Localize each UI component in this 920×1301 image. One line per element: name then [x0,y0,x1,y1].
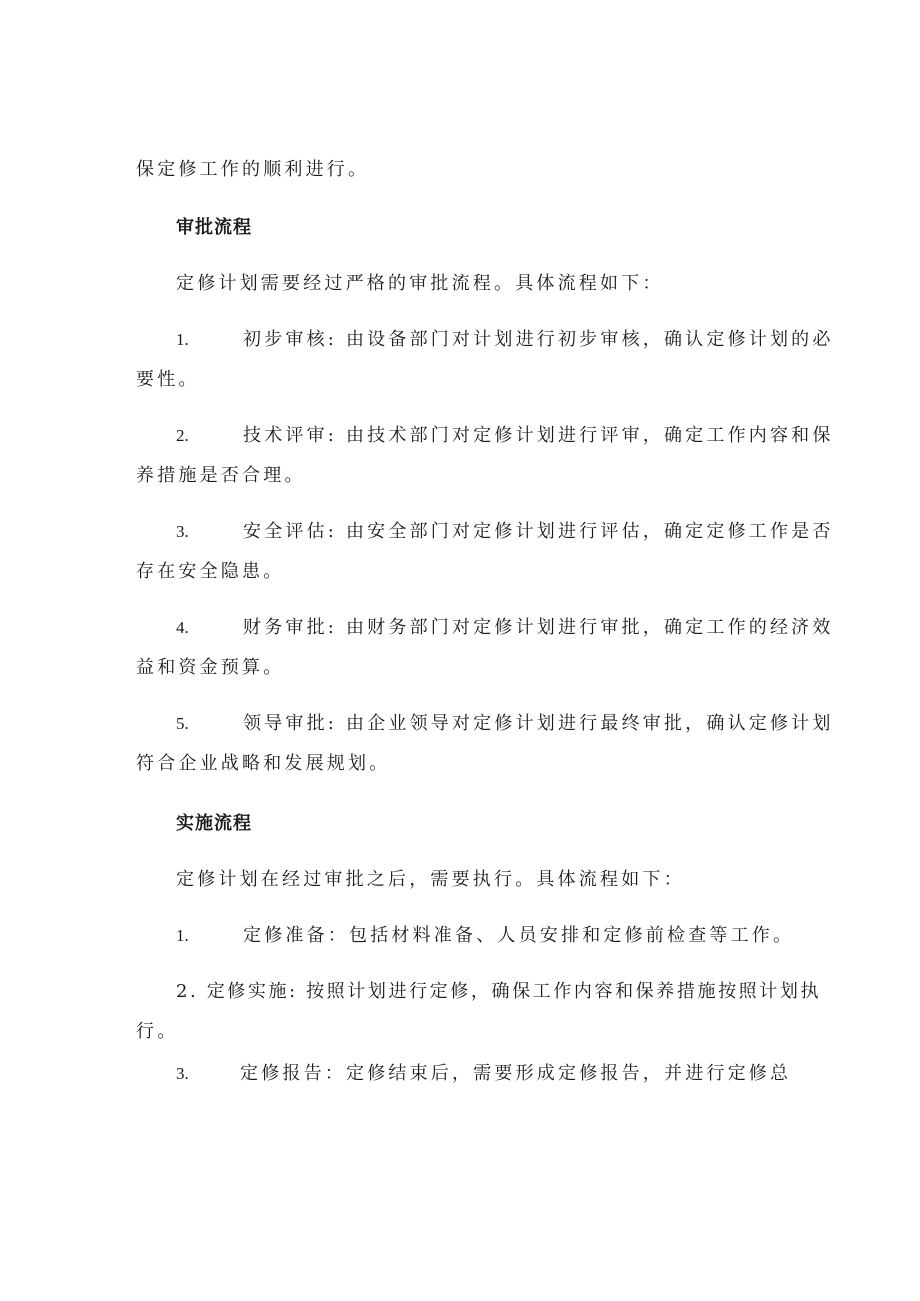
approval-item-4-number: 4. [176,618,189,637]
implementation-item-1-number: 1. [176,926,189,945]
implementation-item-3-text: 定修报告：定修结束后，需要形成定修报告，并进行定修总 [240,1063,792,1084]
approval-item-5-line-2: 符合企业战略和发展规划。 [136,753,391,774]
approval-item-3-line-2: 存在安全隐患。 [136,561,285,582]
implementation-heading: 实施流程 [176,813,252,834]
implementation-item-2-line-2: 行。 [136,1021,179,1042]
approval-item-3-line-1: 安全评估: 由安全部门对定修计划进行评估，确定定修工作是否 [243,521,834,542]
approval-item-1-line-2: 要性。 [136,369,200,390]
approval-item-5-number: 5. [176,714,189,733]
implementation-item-1-text: 定修准备：包括材料准备、人员安排和定修前检查等工作。 [243,925,795,946]
approval-item-2-number: 2. [176,426,189,445]
approval-item-2-line-2: 养措施是否合理。 [136,465,306,486]
approval-heading: 审批流程 [176,217,252,238]
approval-item-2-line-1: 技术评审: 由技术部门对定修计划进行评审，确定工作内容和保 [243,425,834,446]
approval-item-4-line-2: 益和资金预算。 [136,657,285,678]
intro-tail-text: 保定修工作的顺利进行。 [136,159,370,180]
approval-lead: 定修计划需要经过严格的审批流程。具体流程如下： [176,273,664,294]
implementation-lead: 定修计划在经过审批之后，需要执行。具体流程如下： [176,869,685,890]
implementation-item-2-line-1: 2. 定修实施: 按照计划进行定修，确保工作内容和保养措施按照计划执 [176,981,822,1002]
implementation-item-3-number: 3. [176,1064,189,1083]
approval-item-1-number: 1. [176,330,189,349]
approval-item-1-line-1: 初步审核: 由设备部门对计划进行初步审核，确认定修计划的必 [243,329,834,350]
approval-item-4-line-1: 财务审批: 由财务部门对定修计划进行审批，确定工作的经济效 [243,617,834,638]
approval-item-3-number: 3. [176,522,189,541]
approval-item-5-line-1: 领导审批: 由企业领导对定修计划进行最终审批，确认定修计划 [243,713,834,734]
